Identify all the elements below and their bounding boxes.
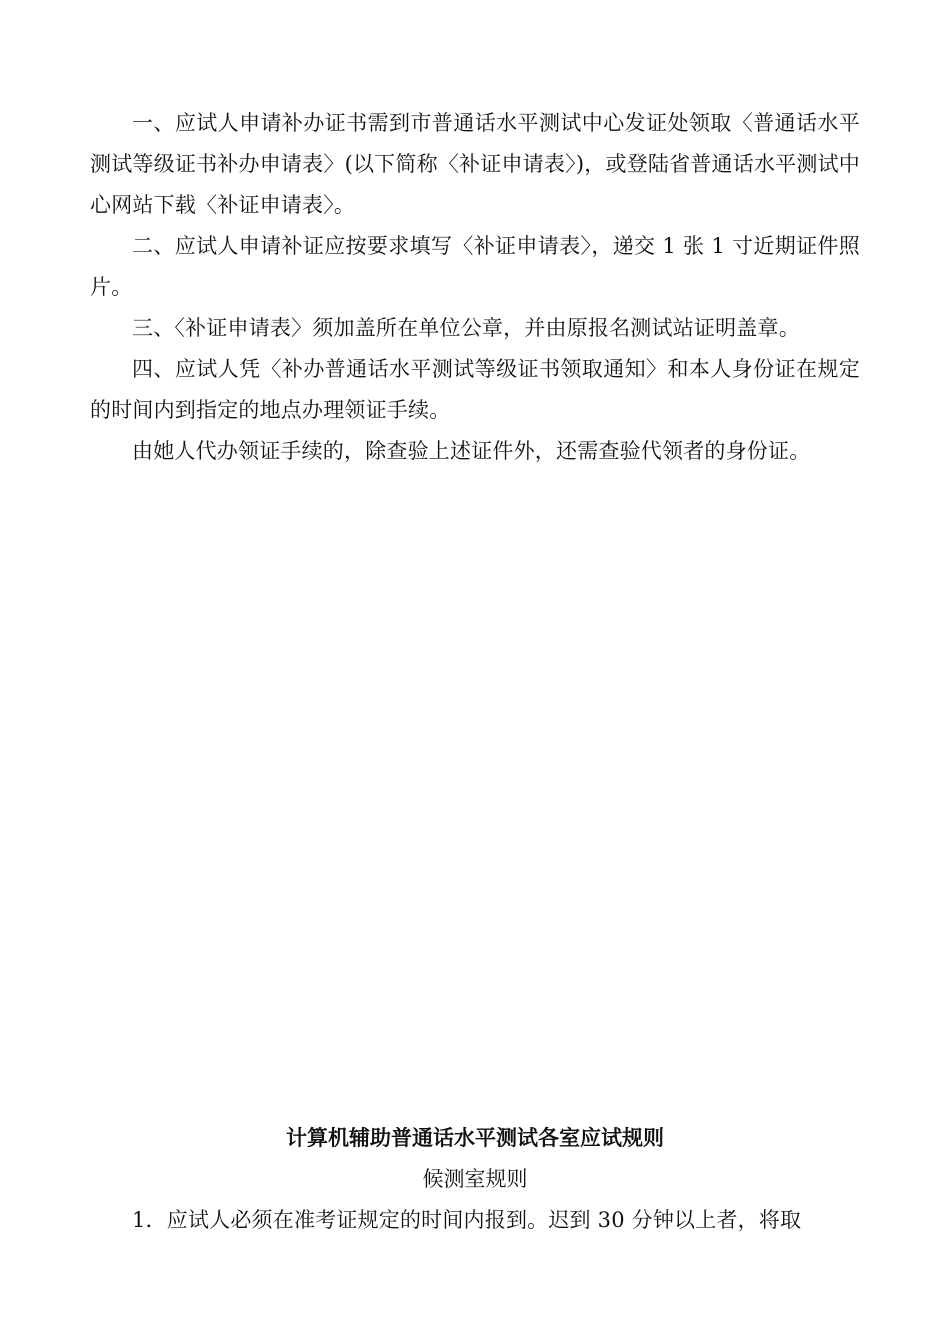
rule-item-1: 1．应试人必须在准考证规定的时间内报到。迟到 30 分钟以上者，将取 [132,1208,802,1232]
paragraph-3: 三、〈补证申请表〉须加盖所在单位公章，并由原报名测试站证明盖章。 [132,316,800,340]
section-subtitle: 候测室规则 [422,1167,528,1191]
paragraph-2: 二、应试人申请补证应按要求填写〈补证申请表〉，递交 1 张 1 寸近期证件照片。 [90,234,860,299]
reissue-instructions [90,103,860,472]
paragraph-5: 由她人代办领证手续的，除查验上述证件外，还需查验代领者的身份证。 [132,439,811,463]
test-room-rules-section [90,1118,860,1241]
paragraph-1: 一、应试人申请补办证书需到市普通话水平测试中心发证处领取〈普通话水平测试等级证书补办申请表〉(以下简称〈补证申请表〉)，或登陆省普通话水平测试中心网站下载〈补证申请表〉。 [90,111,860,217]
section-title: 计算机辅助普通话水平测试各室应试规则 [286,1126,664,1150]
paragraph-4: 四、应试人凭〈补办普通话水平测试等级证书领取通知〉和本人身份证在规定的时间内到指定的地点办理领证手续。 [90,357,860,422]
